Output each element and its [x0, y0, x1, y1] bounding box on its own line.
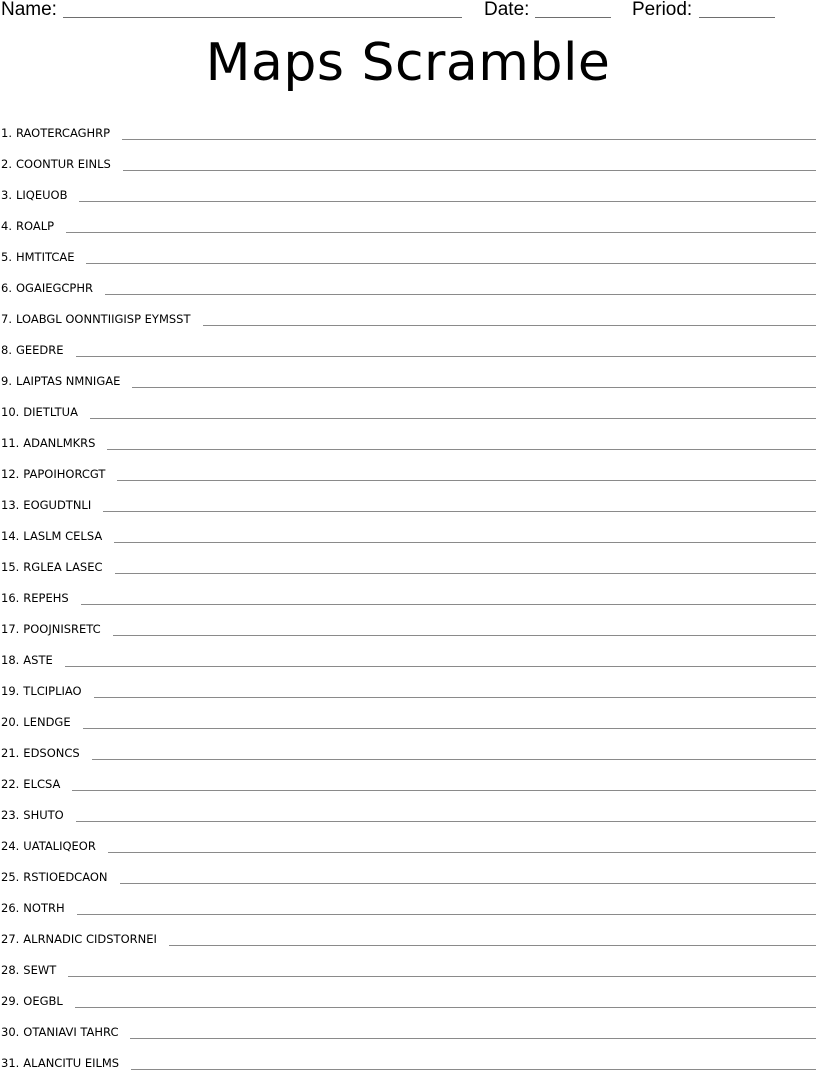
puzzle-row: [0, 484, 816, 515]
puzzle-row: [0, 329, 816, 360]
puzzle-number: 27.: [1, 932, 20, 946]
puzzle-number: 26.: [1, 901, 20, 915]
answer-line[interactable]: [108, 852, 816, 853]
puzzle-number: 29.: [1, 994, 20, 1008]
puzzle-row: [0, 515, 816, 546]
puzzle-number: 18.: [1, 653, 20, 667]
puzzle-row: [0, 949, 816, 980]
answer-line[interactable]: [65, 666, 816, 667]
answer-line[interactable]: [114, 542, 816, 543]
scrambled-word: [1, 994, 63, 1008]
puzzle-number: 31.: [1, 1056, 20, 1070]
scrambled-letters: REPEHS: [23, 591, 69, 605]
scrambled-word: [1, 932, 157, 946]
puzzle-row: [0, 639, 816, 670]
scrambled-letters: OTANIAVI TAHRC: [23, 1025, 119, 1039]
puzzle-row: [0, 546, 816, 577]
scrambled-word: [1, 870, 108, 884]
scrambled-word: [1, 343, 64, 357]
answer-line[interactable]: [66, 232, 816, 233]
answer-line[interactable]: [68, 976, 816, 977]
answer-line[interactable]: [115, 573, 816, 574]
puzzle-number: 28.: [1, 963, 20, 977]
puzzle-row: [0, 701, 816, 732]
puzzle-number: 3.: [1, 188, 12, 202]
scrambled-letters: EDSONCS: [23, 746, 80, 760]
puzzle-row: [0, 825, 816, 856]
answer-line[interactable]: [105, 294, 816, 295]
answer-line[interactable]: [103, 511, 816, 512]
scrambled-word: [1, 808, 64, 822]
puzzle-number: 10.: [1, 405, 20, 419]
scrambled-letters: ASTE: [23, 653, 53, 667]
answer-line[interactable]: [83, 728, 816, 729]
puzzle-row: [0, 174, 816, 205]
scrambled-word: [1, 963, 56, 977]
scrambled-word: [1, 374, 120, 388]
puzzle-number: 16.: [1, 591, 20, 605]
scrambled-word: [1, 157, 111, 171]
scrambled-letters: LASLM CELSA: [23, 529, 103, 543]
puzzle-row: [0, 1011, 816, 1042]
answer-line[interactable]: [131, 1069, 816, 1070]
answer-line[interactable]: [117, 480, 816, 481]
name-label: Name:: [1, 0, 57, 20]
scrambled-letters: RGLEA LASEC: [23, 560, 103, 574]
scrambled-letters: OEGBL: [23, 994, 63, 1008]
scrambled-letters: ROALP: [15, 219, 55, 233]
scrambled-letters: SHUTO: [23, 808, 64, 822]
scrambled-letters: OGAIEGCPHR: [15, 281, 93, 295]
puzzle-number: 14.: [1, 529, 20, 543]
scrambled-word: [1, 839, 96, 853]
answer-line[interactable]: [76, 356, 816, 357]
puzzle-row: [0, 236, 816, 267]
answer-line[interactable]: [90, 418, 816, 419]
puzzle-row: [0, 298, 816, 329]
puzzle-row: [0, 205, 816, 236]
answer-line[interactable]: [92, 759, 816, 760]
date-field-line[interactable]: [535, 17, 611, 18]
period-field-line[interactable]: [699, 17, 775, 18]
puzzle-row: [0, 360, 816, 391]
puzzle-number: 1.: [1, 126, 12, 140]
scrambled-word: [1, 901, 65, 915]
puzzle-row: [0, 980, 816, 1011]
puzzle-number: 2.: [1, 157, 12, 171]
puzzle-number: 9.: [1, 374, 12, 388]
answer-line[interactable]: [72, 790, 816, 791]
scrambled-word: [1, 715, 71, 729]
scrambled-word: [1, 126, 110, 140]
scrambled-letters: LAIPTAS NMNIGAE: [15, 374, 121, 388]
scrambled-word: [1, 498, 91, 512]
answer-line[interactable]: [169, 945, 816, 946]
puzzle-row: [0, 391, 816, 422]
answer-line[interactable]: [79, 201, 816, 202]
scrambled-word: [1, 684, 82, 698]
puzzle-number: 5.: [1, 250, 12, 264]
scramble-list: [0, 112, 816, 1073]
answer-line[interactable]: [123, 170, 816, 171]
scrambled-word: [1, 560, 103, 574]
scrambled-word: [1, 1025, 118, 1039]
puzzle-number: 8.: [1, 343, 12, 357]
scrambled-letters: ALANCITU EILMS: [23, 1056, 120, 1070]
scrambled-letters: ADANLMKRS: [23, 436, 96, 450]
puzzle-number: 19.: [1, 684, 20, 698]
date-label: Date:: [484, 0, 530, 20]
answer-line[interactable]: [130, 1038, 816, 1039]
answer-line[interactable]: [132, 387, 816, 388]
scrambled-word: [1, 312, 191, 326]
scrambled-word: [1, 777, 60, 791]
scrambled-word: [1, 529, 102, 543]
scrambled-word: [1, 405, 78, 419]
answer-line[interactable]: [76, 821, 816, 822]
answer-line[interactable]: [94, 697, 816, 698]
scrambled-letters: PAPOIHORCGT: [23, 467, 106, 481]
scrambled-word: [1, 591, 69, 605]
answer-line[interactable]: [77, 914, 816, 915]
puzzle-number: 4.: [1, 219, 12, 233]
puzzle-row: [0, 1042, 816, 1073]
puzzle-row: [0, 794, 816, 825]
puzzle-row: [0, 577, 816, 608]
puzzle-row: [0, 763, 816, 794]
puzzle-row: [0, 422, 816, 453]
scrambled-word: [1, 219, 54, 233]
answer-line[interactable]: [113, 635, 816, 636]
puzzle-row: [0, 453, 816, 484]
scrambled-letters: ALRNADIC CIDSTORNEI: [23, 932, 157, 946]
puzzle-row: [0, 267, 816, 298]
scrambled-letters: HMTITCAE: [15, 250, 75, 264]
scrambled-word: [1, 250, 74, 264]
answer-line[interactable]: [86, 263, 816, 264]
puzzle-row: [0, 918, 816, 949]
puzzle-number: 12.: [1, 467, 20, 481]
scrambled-letters: RAOTERCAGHRP: [15, 126, 111, 140]
puzzle-number: 25.: [1, 870, 20, 884]
puzzle-number: 24.: [1, 839, 20, 853]
scrambled-word: [1, 467, 105, 481]
scrambled-letters: COONTUR EINLS: [15, 157, 111, 171]
scrambled-letters: RSTIOEDCAON: [23, 870, 108, 884]
puzzle-number: 15.: [1, 560, 20, 574]
name-field-line[interactable]: [63, 17, 462, 18]
scrambled-word: [1, 436, 95, 450]
scrambled-letters: DIETLTUA: [23, 405, 78, 419]
puzzle-row: [0, 856, 816, 887]
scrambled-letters: NOTRH: [23, 901, 65, 915]
puzzle-number: 13.: [1, 498, 20, 512]
scrambled-letters: ELCSA: [23, 777, 61, 791]
puzzle-number: 6.: [1, 281, 12, 295]
answer-line[interactable]: [107, 449, 816, 450]
puzzle-number: 21.: [1, 746, 20, 760]
answer-line[interactable]: [120, 883, 816, 884]
scrambled-letters: SEWT: [23, 963, 57, 977]
scrambled-letters: EOGUDTNLI: [23, 498, 92, 512]
scrambled-letters: LOABGL OONNTIIGISP EYMSST: [15, 312, 191, 326]
puzzle-number: 30.: [1, 1025, 20, 1039]
scrambled-letters: GEEDRE: [15, 343, 64, 357]
puzzle-number: 7.: [1, 312, 12, 326]
scrambled-word: [1, 188, 67, 202]
puzzle-number: 11.: [1, 436, 20, 450]
puzzle-number: 23.: [1, 808, 20, 822]
puzzle-number: 22.: [1, 777, 20, 791]
puzzle-row: [0, 670, 816, 701]
worksheet-title: Maps Scramble: [205, 33, 611, 93]
puzzle-number: 20.: [1, 715, 20, 729]
answer-line[interactable]: [81, 604, 816, 605]
puzzle-number: 17.: [1, 622, 20, 636]
student-info-header: [0, 0, 816, 24]
answer-line[interactable]: [122, 139, 816, 140]
scrambled-letters: POOJNISRETC: [23, 622, 101, 636]
scrambled-letters: LENDGE: [23, 715, 71, 729]
puzzle-row: [0, 112, 816, 143]
answer-line[interactable]: [75, 1007, 816, 1008]
puzzle-row: [0, 732, 816, 763]
answer-line[interactable]: [203, 325, 816, 326]
scrambled-word: [1, 746, 80, 760]
period-label: Period:: [632, 0, 693, 20]
puzzle-row: [0, 608, 816, 639]
scrambled-letters: TLCIPLIAO: [23, 684, 82, 698]
scrambled-letters: LIQEUOB: [15, 188, 68, 202]
scrambled-word: [1, 653, 53, 667]
scrambled-word: [1, 1056, 119, 1070]
scrambled-word: [1, 281, 93, 295]
scrambled-word: [1, 622, 101, 636]
puzzle-row: [0, 887, 816, 918]
scrambled-letters: UATALIQEOR: [23, 839, 96, 853]
puzzle-row: [0, 143, 816, 174]
